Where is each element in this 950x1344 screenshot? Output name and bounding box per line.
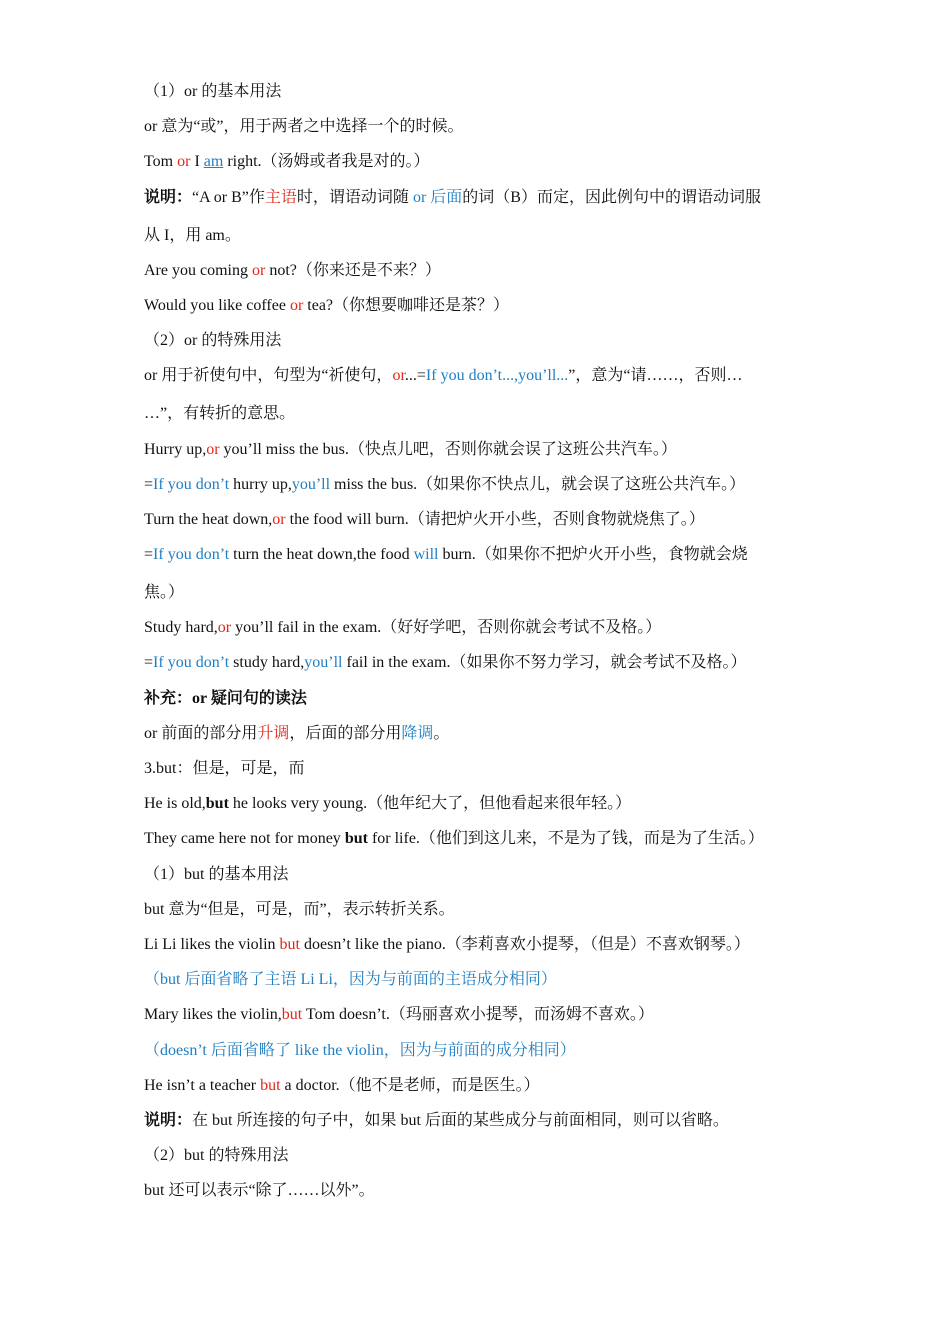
text-line — [144, 722, 804, 746]
text-span: 在 but 所连接的句子中，如果 but 后面的某些成分与前面相同，则可以省略。 — [192, 1111, 729, 1129]
text-span: the food will burn.（请把炉火开小些，否则食物就烧焦了。） — [285, 510, 705, 528]
text-line — [144, 1144, 804, 1168]
text-span: but — [344, 830, 368, 848]
text-line — [144, 473, 804, 497]
text-span: doesn’t like the piano.（李莉喜欢小提琴，（但是）不喜欢钢琴。） — [300, 935, 750, 953]
text-span: （1）or 的基本用法 — [144, 83, 282, 100]
text-line — [144, 438, 804, 462]
text-span: 的词（B）而定，因此例句中的谓语动词服 — [462, 188, 761, 206]
text-span: miss the bus.（如果你不快点儿，就会误了这班公共汽车。） — [330, 475, 746, 493]
text-line — [144, 581, 804, 605]
text-span: He is old, — [144, 795, 206, 813]
text-span: 主语 — [264, 188, 297, 206]
text-line — [144, 1074, 804, 1098]
text-span: = — [144, 546, 154, 564]
text-line — [144, 150, 804, 174]
text-span: study hard, — [229, 654, 305, 672]
text-span: Hurry up, — [144, 440, 207, 458]
text-line — [144, 259, 804, 283]
text-line — [144, 115, 804, 139]
text-span: or — [392, 367, 405, 385]
text-line — [144, 687, 804, 711]
text-span: 说明： — [144, 188, 193, 206]
text-span: or — [272, 510, 286, 528]
text-span: Are you coming — [144, 261, 252, 279]
text-span: you’ll miss the bus.（快点儿吧，否则你就会误了这班公共汽车。） — [219, 440, 677, 458]
text-span: ”，意为“请……，否则… — [568, 367, 743, 385]
text-line — [144, 186, 804, 210]
text-span: 时，谓语动词随 — [296, 188, 413, 206]
text-span: or 前面的部分用 — [144, 724, 258, 742]
text-span: but — [205, 795, 229, 813]
text-span: burn.（如果你不把炉火开小些，食物就会烧 — [438, 546, 748, 564]
text-line — [144, 757, 804, 781]
document-page — [144, 80, 804, 1214]
text-span: you’ll — [291, 475, 331, 493]
text-span: or 意为“或”，用于两者之中选择一个的时候。 — [144, 118, 464, 136]
text-span: “A or B”作 — [192, 188, 265, 206]
text-span: or 后面 — [412, 188, 463, 206]
text-span: 降调 — [401, 724, 434, 742]
text-span: Study hard, — [144, 619, 218, 637]
text-span: I — [190, 153, 204, 171]
text-span: 从 I，用 am。 — [144, 226, 241, 244]
text-span: （2）but 的特殊用法 — [144, 1147, 289, 1165]
text-span: = — [144, 654, 154, 672]
text-span: or — [289, 296, 304, 314]
text-span: 焦。） — [144, 584, 185, 602]
text-line — [144, 1109, 804, 1133]
text-span: or — [177, 153, 191, 171]
text-span: （1）but 的基本用法 — [144, 865, 289, 883]
text-line — [144, 1003, 804, 1027]
text-span: If you don’t...,you’ll... — [425, 367, 569, 385]
text-line — [144, 224, 804, 248]
text-span: or 用于祈使句中，句型为“祈使句， — [144, 367, 393, 385]
text-line — [144, 80, 804, 104]
text-span: will — [413, 546, 439, 564]
text-line — [144, 651, 804, 675]
text-span: （2）or 的特殊用法 — [144, 332, 282, 350]
text-span: （but 后面省略了主语 Li Li，因为与前面的主语成分相同） — [144, 971, 557, 989]
text-line — [144, 898, 804, 922]
text-span: 说明： — [144, 1111, 193, 1129]
text-span: he looks very young.（他年纪大了，但他看起来很年轻。） — [228, 795, 632, 813]
text-span: but 还可以表示“除了……以外”。 — [144, 1182, 375, 1200]
text-span: tea?（你想要咖啡还是茶？） — [303, 296, 510, 314]
text-line — [144, 792, 804, 816]
text-span: a doctor.（他不是老师，而是医生。） — [280, 1076, 540, 1094]
text-line — [144, 543, 804, 567]
text-span: or — [217, 619, 232, 637]
text-span: or — [206, 440, 220, 458]
text-span: but 意为“但是，可是，而”，表示转折关系。 — [144, 900, 455, 918]
text-span: 补充：or 疑问句的读法 — [144, 689, 307, 707]
text-span: If you don’t — [153, 546, 230, 564]
text-span: but — [281, 1006, 303, 1024]
text-span: not?（你来还是不来？） — [265, 261, 441, 279]
text-line — [144, 294, 804, 318]
text-line — [144, 968, 804, 992]
text-span: Turn the heat down, — [144, 510, 273, 528]
text-span: but — [260, 1076, 281, 1094]
text-span: turn the heat down,the food — [229, 546, 414, 564]
text-line — [144, 364, 804, 388]
text-line — [144, 1179, 804, 1203]
text-span: fail in the exam.（如果你不努力学习，就会考试不及格。） — [342, 654, 747, 672]
text-span: but — [279, 935, 300, 953]
text-span: for life.（他们到这儿来，不是为了钱，而是为了生活。） — [367, 830, 764, 848]
text-span: Tom — [144, 153, 178, 171]
text-span: 3.but：但是，可是，而 — [144, 760, 305, 777]
text-span: am — [203, 153, 224, 171]
text-span: Would you like coffee — [144, 296, 290, 314]
text-span: Tom doesn’t.（玛丽喜欢小提琴，而汤姆不喜欢。） — [302, 1006, 654, 1024]
text-line — [144, 863, 804, 887]
text-line — [144, 508, 804, 532]
text-span: If you don’t — [153, 475, 230, 493]
text-span: …”，有转折的意思。 — [144, 405, 296, 423]
text-span: Mary likes the violin, — [144, 1006, 282, 1024]
text-line — [144, 827, 804, 851]
text-span: They came here not for money — [144, 830, 345, 848]
text-span: or — [251, 261, 266, 279]
text-span: you’ll fail in the exam.（好好学吧，否则你就会考试不及格。） — [231, 619, 662, 637]
text-line — [144, 616, 804, 640]
text-line — [144, 402, 804, 426]
text-line — [144, 933, 804, 957]
text-line — [144, 1039, 804, 1063]
text-span: hurry up, — [229, 475, 292, 493]
text-span: 。 — [433, 724, 450, 742]
text-span: ，后面的部分用 — [289, 724, 402, 742]
text-span: ...= — [404, 367, 426, 385]
text-span: （doesn’t 后面省略了 like the violin，因为与前面的成分相同） — [144, 1041, 576, 1059]
text-line — [144, 329, 804, 353]
text-span: right.（汤姆或者我是对的。） — [223, 153, 430, 171]
text-span: = — [144, 475, 154, 493]
text-span: He isn’t a teacher — [144, 1076, 261, 1094]
text-span: 升调 — [257, 724, 290, 742]
text-span: If you don’t — [153, 654, 230, 672]
text-span: you’ll — [304, 654, 343, 672]
text-span: Li Li likes the violin — [144, 935, 280, 953]
